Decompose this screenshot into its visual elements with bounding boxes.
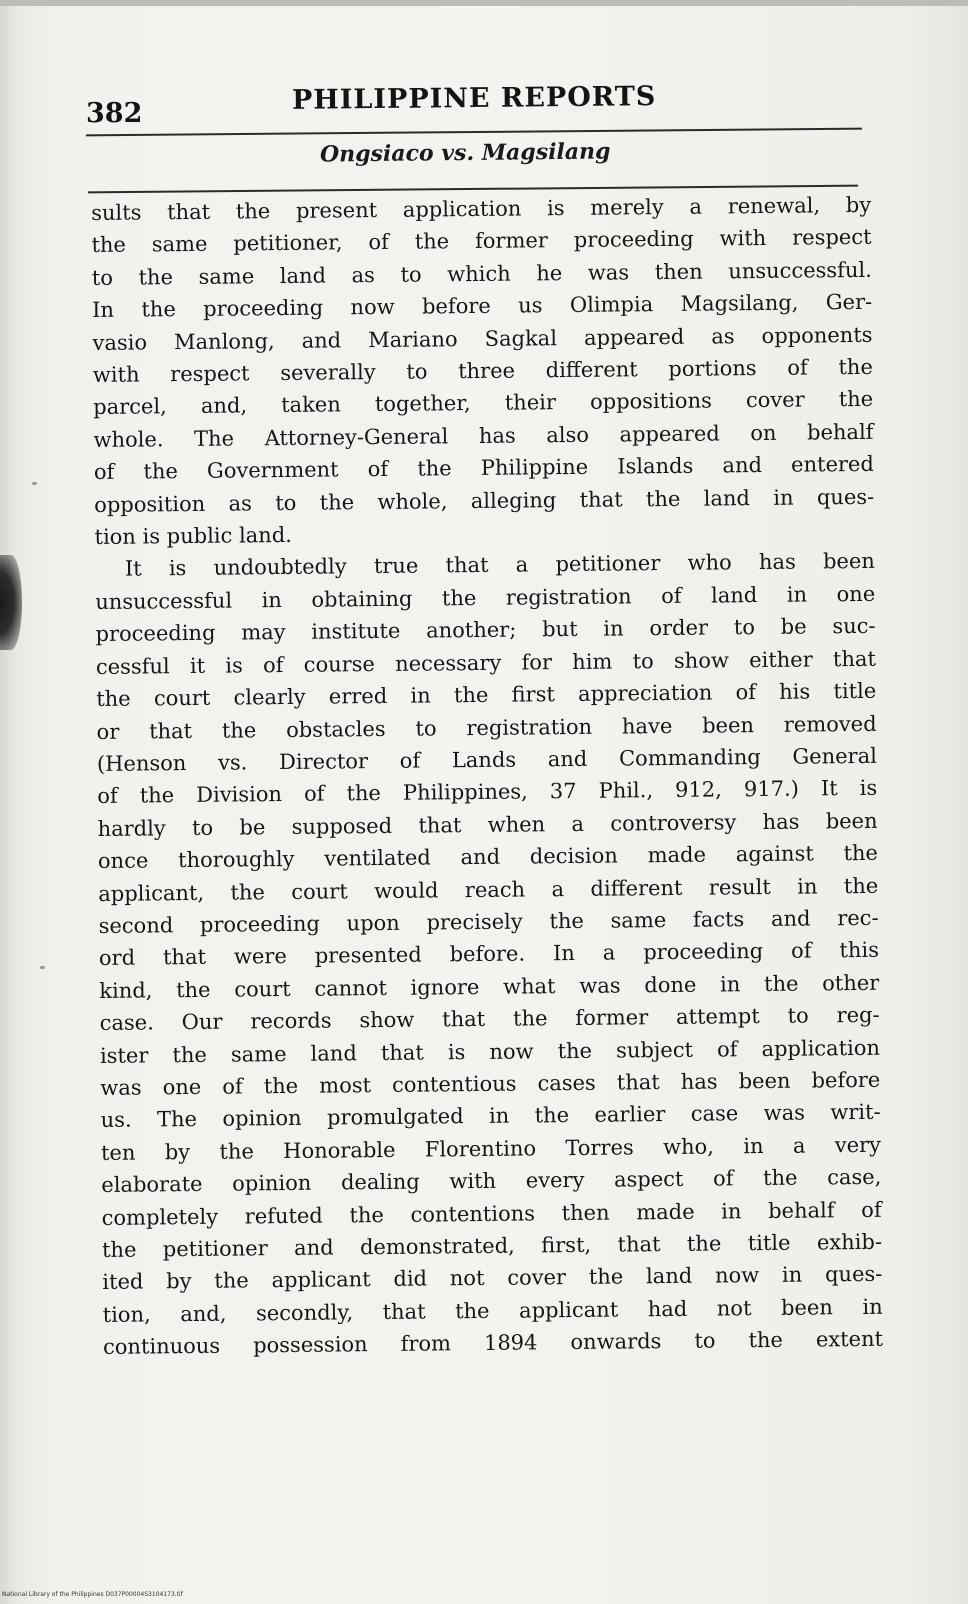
- body-text: [91, 189, 883, 1364]
- text-line: tion, and, secondly, that the applicant had not been in: [102, 1294, 883, 1327]
- text-line: ited by the applicant did not cover the land now in ques-: [102, 1262, 883, 1295]
- text-line: elaborate opinion dealing with every aspect of the case,: [101, 1164, 882, 1198]
- text-line: parcel, and, taken together, their oppositions cover the: [93, 387, 874, 420]
- text-line: completely refuted the contentions then made in behalf of: [101, 1197, 882, 1230]
- text-line: ord that were presented before. In a proceeding of this: [98, 938, 880, 971]
- text-line: was one of the most contentious cases that has been before: [100, 1067, 881, 1100]
- text-line-paragraph-end: tion is public land.: [94, 522, 293, 550]
- text-line: applicant, the court would reach a different result in the: [98, 873, 879, 906]
- text-line: sults that the present application is merely a renewal, by: [91, 192, 872, 225]
- text-line: whole. The Attorney-General has also appeared on behalf: [93, 419, 874, 452]
- text-line: of the Government of the Philippine Islands and entered: [93, 452, 874, 485]
- text-line: the court clearly erred in the first appreciation of his title: [96, 678, 877, 712]
- text-line: or that the obstacles to registration have been removed: [96, 711, 877, 744]
- text-line: proceeding may institute another; but in order to be suc-: [95, 614, 876, 647]
- text-line: hardly to be supposed that when a controversy has been: [97, 808, 878, 841]
- text-line: us. The opinion promulgated in the earlier case was writ-: [100, 1100, 881, 1133]
- text-line: kind, the court cannot ignore what was done in the other: [99, 970, 880, 1003]
- text-line: opposition as to the whole, alleging that the land in ques-: [94, 484, 875, 517]
- text-line: the petitioner and demonstrated, first, that the title exhib-: [101, 1229, 883, 1262]
- text-line: with respect severally to three different portions of the: [92, 354, 873, 388]
- text-line: case. Our records show that the former attempt to reg-: [99, 1002, 880, 1036]
- running-head: PHILIPPINE REPORTS: [291, 81, 657, 116]
- text-line: continuous possession from 1894 onwards to the extent: [102, 1326, 884, 1360]
- binding-stain: [0, 555, 22, 650]
- text-line: ten by the Honorable Florentino Torres who, in a very: [100, 1132, 882, 1165]
- text-line: to the same land as to which he was then unsuccessful.: [91, 257, 872, 290]
- text-line: (Henson vs. Director of Lands and Commanding General: [96, 743, 878, 776]
- text-line: once thoroughly ventilated and decision made against the: [97, 840, 879, 874]
- text-line: cessful it is of course necessary for him to show either that: [95, 646, 877, 679]
- text-line: unsuccessful in obtaining the registration of land in one: [95, 581, 876, 614]
- scan-top-edge: [0, 0, 968, 6]
- case-title: Ongsiaco vs. Magsilang: [319, 138, 611, 168]
- scan-source-note: National Library of the Philippines D037P00004S3104173.tif: [2, 1591, 183, 1598]
- text-line-paragraph-start: It is undoubtedly true that a petitioner who has been: [124, 549, 875, 582]
- margin-speck: [32, 482, 37, 485]
- margin-speck: [40, 966, 45, 969]
- text-line: ister the same land that is now the subject of application: [99, 1035, 881, 1068]
- text-line: of the Division of the Philippines, 37 Phil., 912, 917.) It is: [97, 776, 878, 809]
- page-number: 382: [86, 98, 143, 129]
- text-line: vasio Manlong, and Mariano Sagkal appeared as opponents: [92, 322, 873, 355]
- text-line: In the proceeding now before us Olimpia Magsilang, Ger-: [92, 290, 873, 323]
- text-line: the same petitioner, of the former proceeding with respect: [91, 225, 872, 258]
- text-line: second proceeding upon precisely the same facts and rec-: [98, 905, 879, 938]
